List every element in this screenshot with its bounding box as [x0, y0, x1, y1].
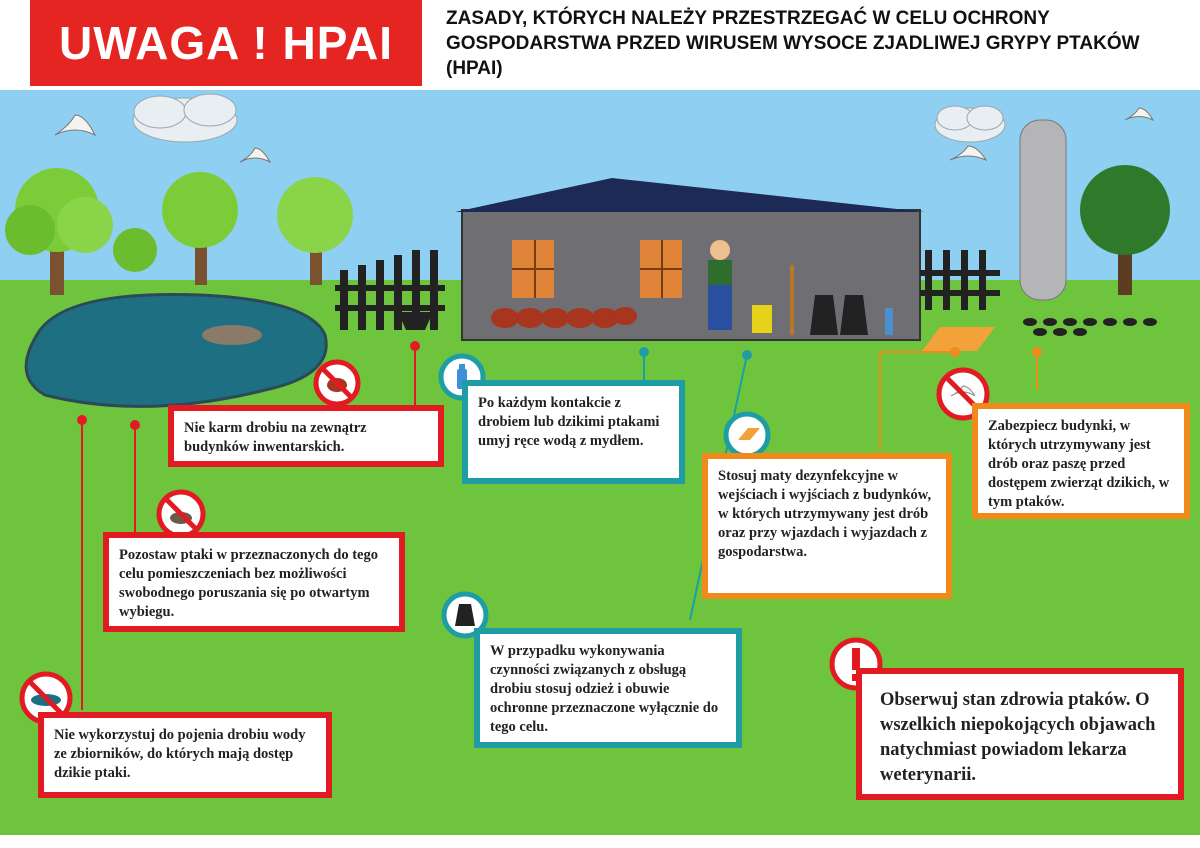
page-title: ZASADY, KTÓRYCH NALEŻY PRZESTRZEGAĆ W CELU OCHRONY GOSPODARSTWA PRZED WIRUSEM WYSOCE ZJADLIWEJ GRYPY PTAKÓW (HPAI)	[446, 8, 1140, 79]
rule-text: Nie karm drobiu na zewnątrz budynków inwentarskich.	[184, 420, 367, 455]
rule-observe-health	[856, 668, 1184, 800]
rule-text: W przypadku wykonywania czynności związanych z obsługą drobiu stosuj odzież i obuwie ochronne przeznaczone wyłącznie do tego celu.	[490, 643, 719, 735]
rule-keep-birds-inside	[103, 532, 405, 632]
cloud-icon	[133, 94, 237, 142]
farmer-figure	[708, 240, 732, 330]
rule-text: Stosuj maty dezynfekcyjne w wejściach i wyjściach z budynków, w których utrzymywany jest drób oraz przy wjazdach i wyjazdach z gospodarstwa.	[718, 468, 932, 560]
rule-secure-buildings	[972, 403, 1190, 519]
rule-text: Nie wykorzystuj do pojenia drobiu wody ze zbiorników, do których mają dostęp dzikie ptaki.	[54, 727, 306, 781]
rule-disinfection-mats	[702, 453, 952, 599]
banner-text: UWAGA ! HPAI	[59, 17, 393, 69]
silo	[1020, 120, 1066, 300]
rule-text: Obserwuj stan zdrowia ptaków. O wszelkich niepokojących objawach natychmiast powiadom lekarza weterynarii.	[880, 690, 1156, 785]
rule-wash-hands	[462, 380, 685, 484]
rule-text: Pozostaw ptaki w przeznaczonych do tego celu pomieszczeniach bez możliwości swobodnego poruszania się po otwartym wybiegu.	[119, 547, 378, 620]
prohibited-chicken-icon	[312, 358, 362, 408]
rule-protective-clothing	[474, 628, 742, 748]
rule-text: Zabezpiecz budynki, w których utrzymywany jest drób oraz paszę przed dostępem zwierząt dzikich, w tym ptaków.	[988, 418, 1170, 510]
cloud-icon	[935, 106, 1005, 142]
rule-no-pond-water	[38, 712, 332, 798]
title-banner	[30, 0, 422, 86]
rule-text: Po każdym kontakcie z drobiem lub dzikimi ptakami umyj ręce wodą z mydłem.	[478, 395, 660, 449]
rule-feed-inside	[168, 405, 444, 467]
